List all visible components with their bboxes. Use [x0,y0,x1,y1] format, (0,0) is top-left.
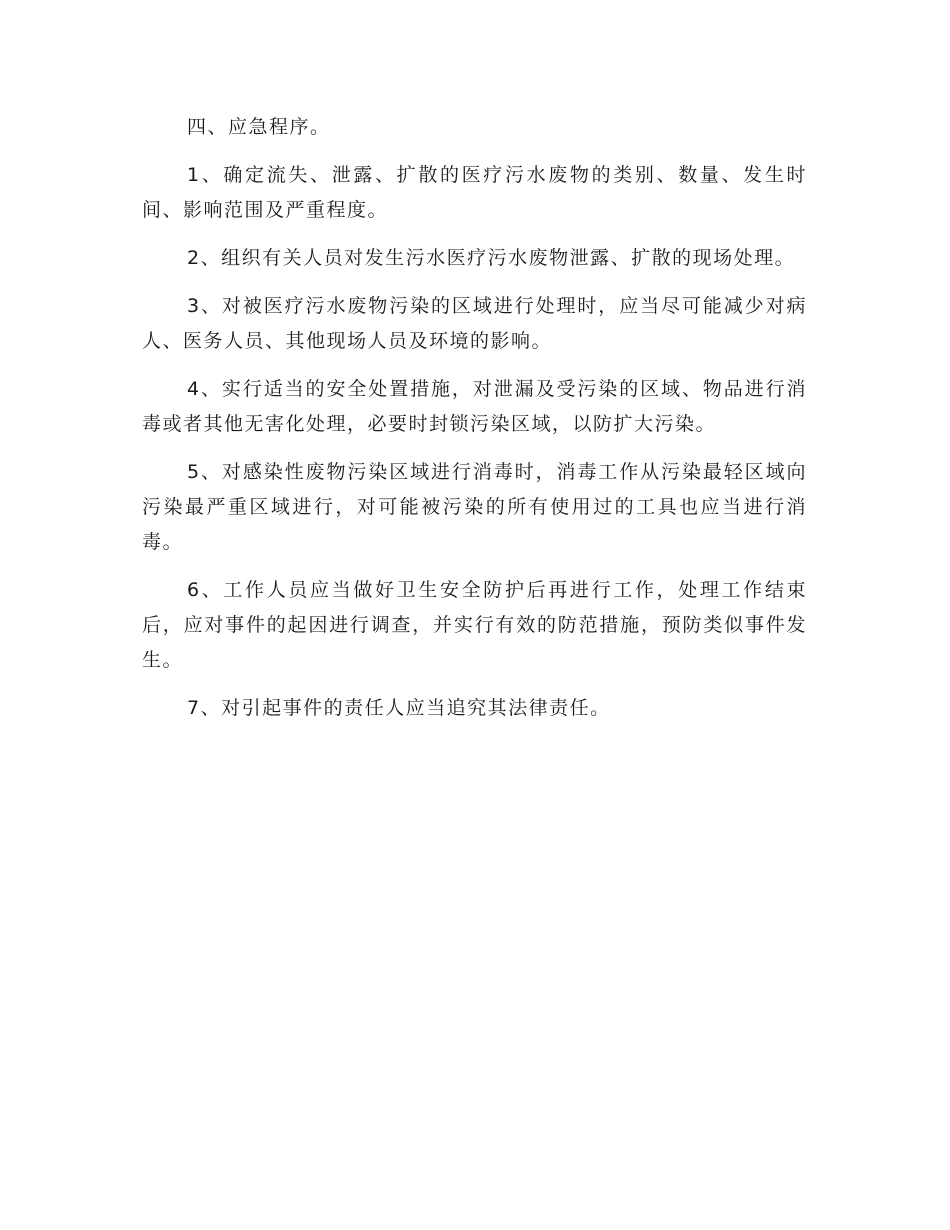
section-heading: 四、应急程序。 [187,116,331,138]
paragraph-5: 5、对感染性废物污染区域进行消毒时，消毒工作从污染最轻区域向污染最严重区域进行，对可能被污染的所有使用过的工具也应当进行消毒。 [142,461,807,553]
paragraph-1: 1、确定流失、泄露、扩散的医疗污水废物的类别、数量、发生时间、影响范围及严重程度。 [142,164,807,221]
paragraph-6: 6、工作人员应当做好卫生安全防护后再进行工作，处理工作结束后，应对事件的起因进行调查，并实行有效的防范措施，预防类似事件发生。 [142,579,807,671]
paragraph-4: 4、实行适当的安全处置措施，对泄漏及受污染的区域、物品进行消毒或者其他无害化处理，必要时封锁污染区域，以防扩大污染。 [142,378,807,435]
paragraph-3: 3、对被医疗污水废物污染的区域进行处理时，应当尽可能减少对病人、医务人员、其他现场人员及环境的影响。 [142,295,807,352]
paragraph-2: 2、组织有关人员对发生污水医疗污水废物泄露、扩散的现场处理。 [187,247,796,269]
paragraph-7: 7、对引起事件的责任人应当追究其法律责任。 [187,697,611,719]
document-body [142,110,807,739]
